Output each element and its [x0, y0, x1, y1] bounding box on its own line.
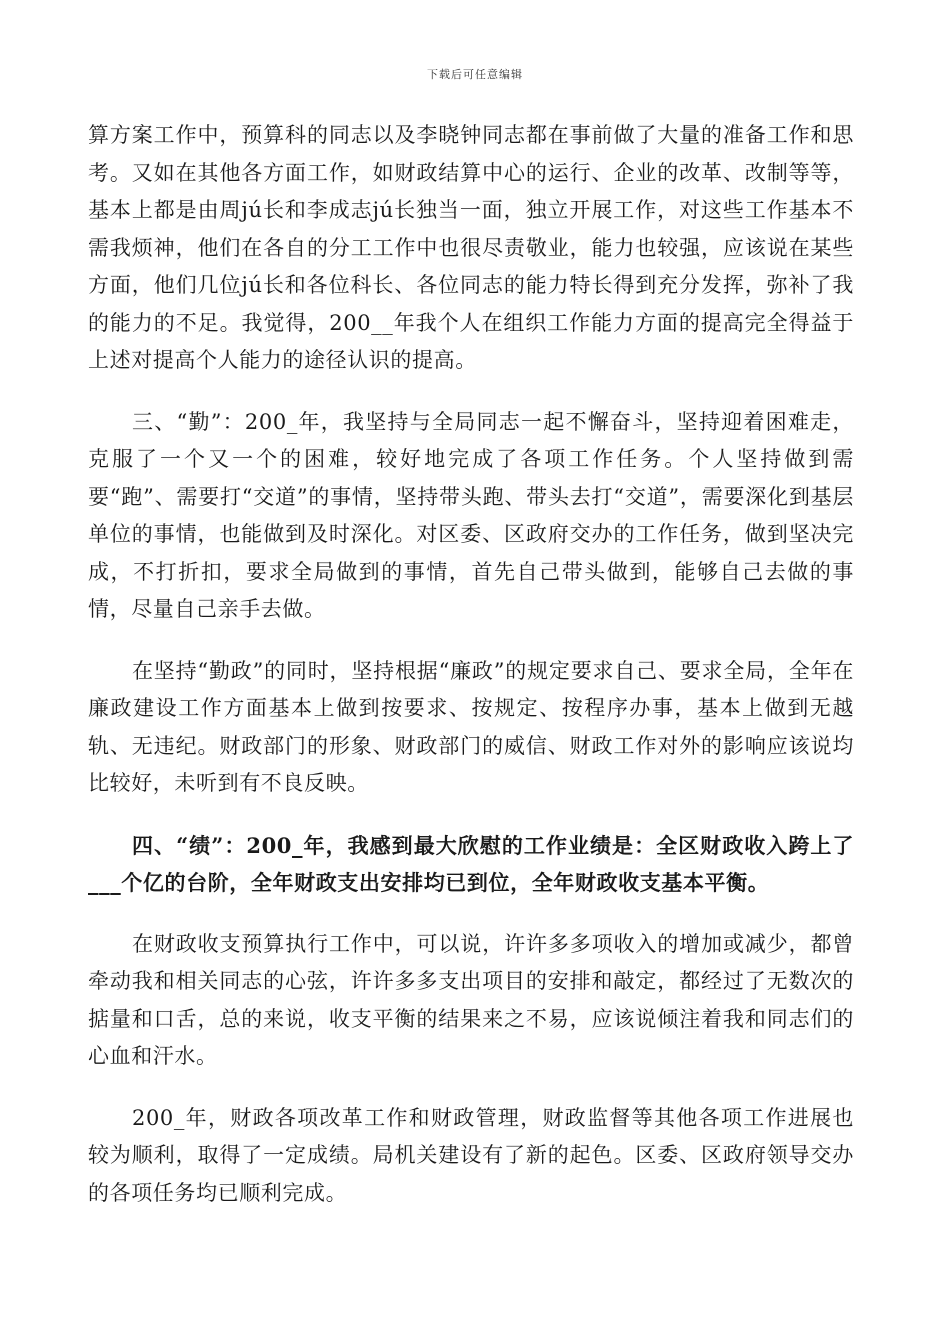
paragraph-achievements-heading: 四、“绩”：200_年，我感到最大欣慰的工作业绩是：全区财政收入跨上了___个亿的台阶，全年财政支出安排均已到位，全年财政收支基本平衡。 [88, 832, 854, 895]
paragraph-continuation: 算方案工作中，预算科的同志以及李晓钟同志都在事前做了大量的准备工作和思考。又如在其他各方面工作，如财政结算中心的运行、企业的改革、改制等等，基本上都是由周jú长和李成志jú长独当一面，独立开展工作，对这些工作基本不需我烦神，他们在各自的分工工作中也很尽责敬业，能力也较强，应该说在某些方面，他们几位jú长和各位科长、各位同志的能力特长得到充分发挥，弥补了我的能力的不足。我觉得，200__年我个人在组织工作能力方面的提高完全得益于上述对提高个人能力的途径认识的提高。 [88, 123, 854, 372]
document-body [88, 117, 854, 1212]
paragraph-reform-progress: 200_年，财政各项改革工作和财政管理，财政监督等其他各项工作进展也较为顺利，取得了一定成绩。局机关建设有了新的起色。区委、区政府领导交办的各项任务均已顺利完成。 [88, 1105, 854, 1205]
paragraph-diligence: 三、“勤”：200_年，我坚持与全局同志一起不懈奋斗，坚持迎着困难走，克服了一个又一个的困难，较好地完成了各项工作任务。个人坚持做到需要“跑”、需要打“交道”的事情，坚持带头跑、带头去打“交道”，需要深化到基层单位的事情，也能做到及时深化。对区委、区政府交办的工作任务，做到坚决完成，不打折扣，要求全局做到的事情，首先自己带头做到，能够自己去做的事情，尽量自己亲手去做。 [88, 409, 854, 621]
paragraph-integrity: 在坚持“勤政”的同时，坚持根据“廉政”的规定要求自己、要求全局，全年在廉政建设工作方面基本上做到按要求、按规定、按程序办事，基本上做到无越轨、无违纪。财政部门的形象、财政部门的威信、财政工作对外的影响应该说均比较好，未听到有不良反映。 [88, 658, 854, 795]
page-header: 下载后可任意编辑 [427, 68, 523, 81]
paragraph-budget-execution: 在财政收支预算执行工作中，可以说，许许多多项收入的增加或减少，都曾牵动我和相关同志的心弦，许许多多支出项目的安排和敲定，都经过了无数次的掂量和口舌，总的来说，收支平衡的结果来之不易，应该说倾注着我和同志们的心血和汗水。 [88, 931, 854, 1068]
